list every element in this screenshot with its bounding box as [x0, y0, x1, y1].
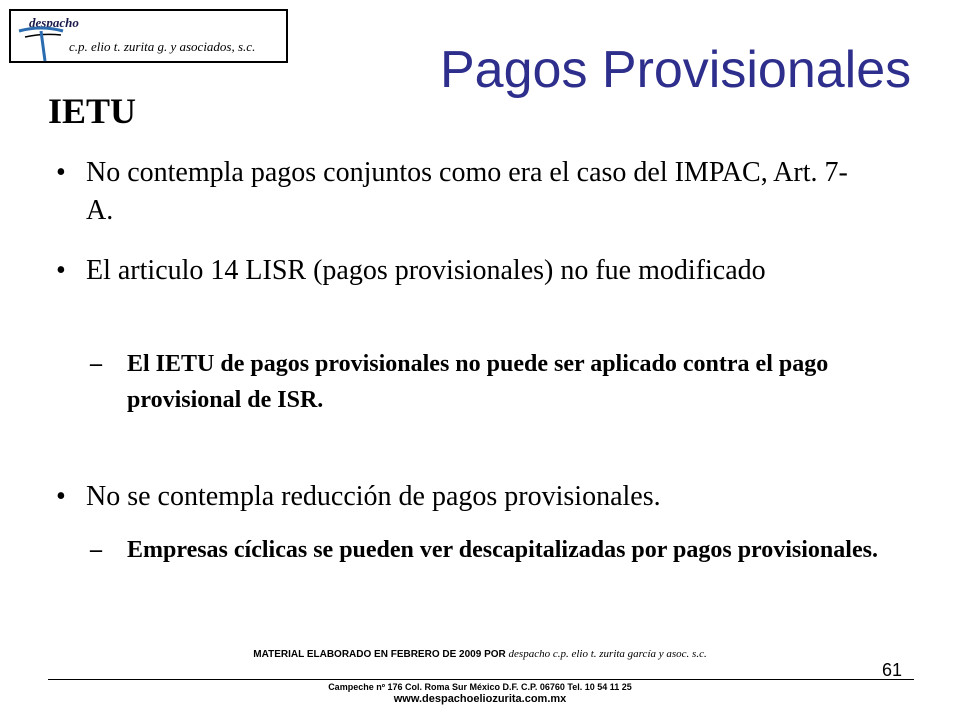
logo-mark-icon — [15, 25, 67, 63]
page-number: 61 — [882, 660, 903, 680]
sub-bullet-marker: – — [90, 351, 102, 377]
bullet-text: El articulo 14 LISR (pagos provisionales) no fue modificado — [86, 255, 766, 286]
footer-note-firm: despacho c.p. elio t. zurita garcía y asoc. s.c. — [508, 648, 707, 660]
bullet-item — [56, 478, 866, 516]
footer-note — [0, 648, 960, 660]
logo-word: despacho — [29, 15, 79, 30]
bullet-item — [56, 154, 866, 230]
sub-bullet-item — [90, 532, 887, 568]
slide-title: Pagos Provisionales — [440, 41, 912, 99]
sub-bullet-marker: – — [90, 537, 102, 563]
footer-note-prefix: MATERIAL ELABORADO EN FEBRERO DE 2009 POR — [253, 649, 506, 660]
sub-bullet-text: Empresas cíclicas se pueden ver descapitalizadas por pagos provisionales. — [127, 537, 878, 563]
footer-divider — [48, 679, 914, 680]
bullet-marker: • — [56, 157, 66, 188]
slide-subtitle: IETU — [48, 91, 137, 131]
bullet-text: No contempla pagos conjuntos como era el caso del IMPAC, Art. 7-A. — [86, 157, 848, 226]
firm-logo — [9, 9, 288, 63]
bullet-marker: • — [56, 255, 66, 286]
sub-bullet-text: El IETU de pagos provisionales no puede ser aplicado contra el pago provisional de ISR. — [127, 351, 829, 413]
logo-firm-name: c.p. elio t. zurita g. y asociados, s.c. — [69, 39, 256, 54]
bullet-marker: • — [56, 481, 66, 512]
footer-address: Campeche nº 176 Col. Roma Sur México D.F. C.P. 06760 Tel. 10 54 11 25 — [328, 682, 632, 692]
sub-bullet-item — [90, 346, 887, 418]
bullet-text: No se contempla reducción de pagos provisionales. — [86, 481, 661, 512]
bullet-item — [56, 252, 866, 290]
footer-website: www.despachoeliozurita.com.mx — [393, 693, 567, 705]
